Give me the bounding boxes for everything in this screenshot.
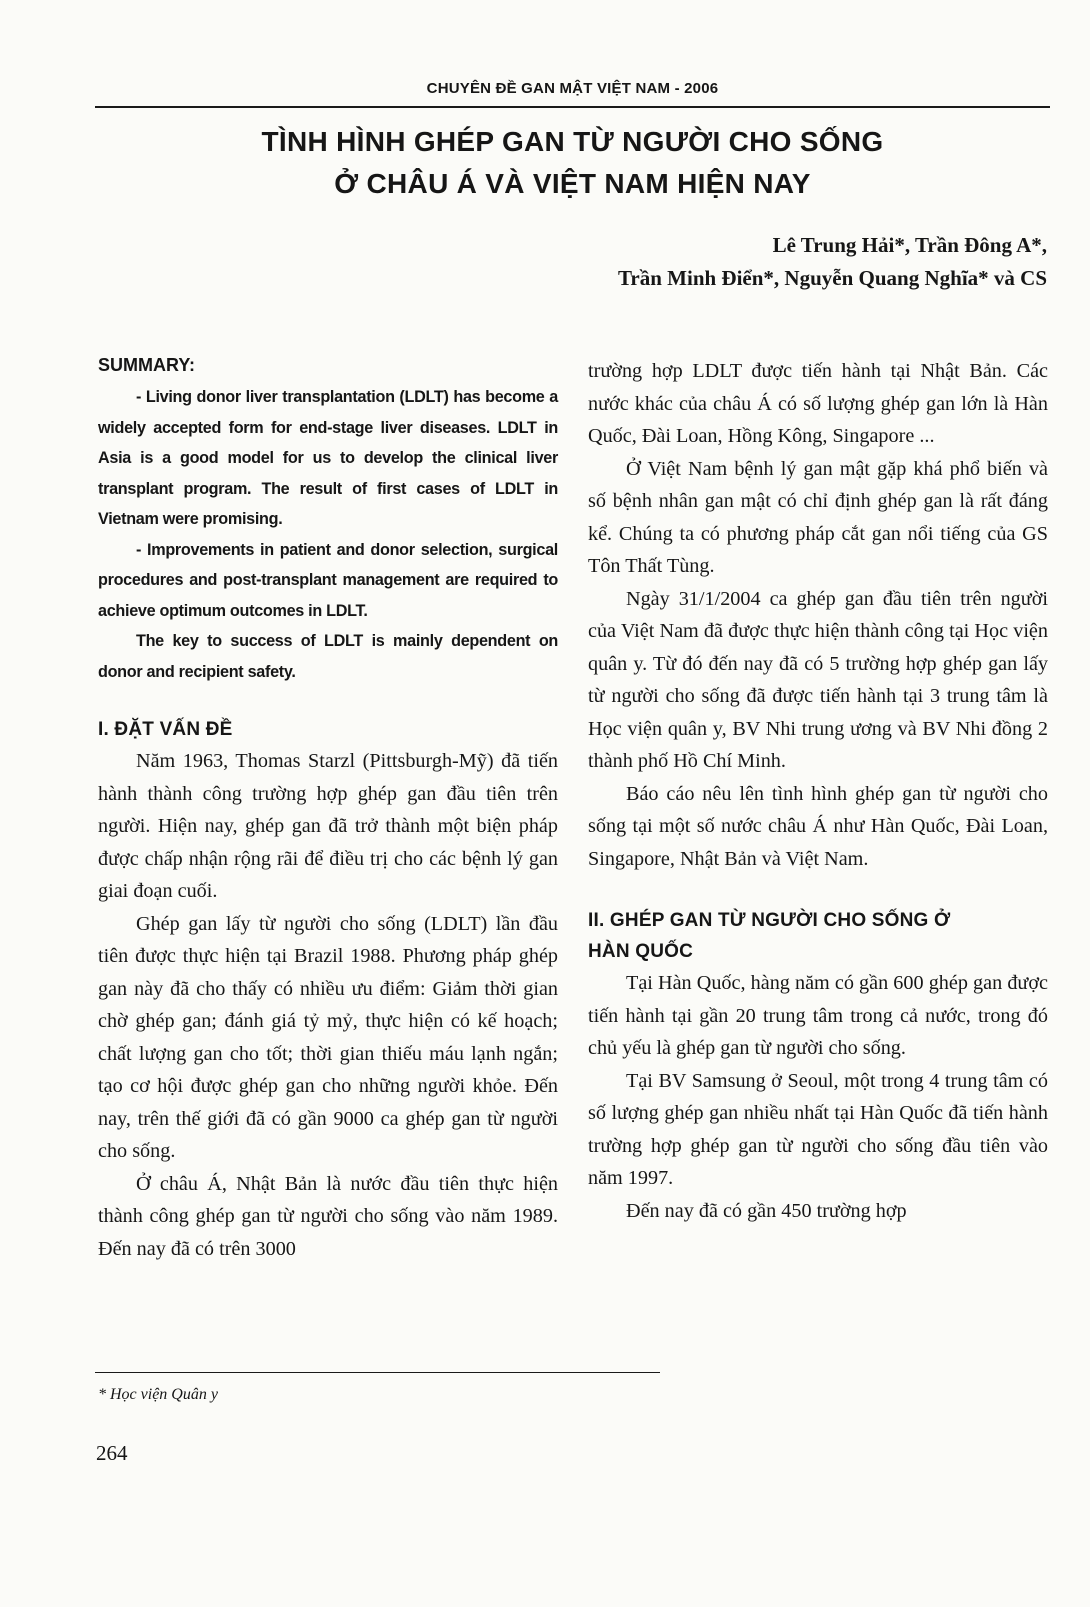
summary-paragraph-3: The key to success of LDLT is mainly dependent on donor and recipient safety. xyxy=(98,632,558,681)
right-paragraph-2: Ở Việt Nam bệnh lý gan mật gặp khá phổ biến và số bệnh nhân gan mật có chỉ định ghép gan là rất đáng kể. Chúng ta có phương pháp cắt gan nổi tiếng của GS Tôn Thất Tùng. xyxy=(588,457,1048,577)
running-header: CHUYÊN ĐỀ GAN MẬT VIỆT NAM - 2006 xyxy=(426,80,719,97)
section-1-paragraph-3: Ở châu Á, Nhật Bản là nước đầu tiên thực hiện thành công ghép gan từ người cho sống vào năm 1989. Đến nay đã có trên 3000 xyxy=(98,1172,558,1260)
section-1-paragraph-2: Ghép gan lấy từ người cho sống (LDLT) lần đầu tiên được thực hiện tại Brazil 1988. Phương pháp ghép gan này đã cho thấy có nhiều ưu điểm: Giảm thời gian chờ ghép gan; đánh giá tỷ mỷ, thực hiện có kế hoạch; chất lượng gan cho tốt; thời gian thiếu máu lạnh ngắn; tạo cơ hội được ghép gan cho những người khỏe. Đến nay, trên thế giới đã có gần 9000 ca ghép gan từ người cho sống. xyxy=(98,912,558,1162)
right-paragraph-1: trường hợp LDLT được tiến hành tại Nhật Bản. Các nước khác của châu Á có số lượng ghép gan lớn là Hàn Quốc, Đài Loan, Hồng Kông, Singapore ... xyxy=(588,360,1048,447)
page-number: 264 xyxy=(96,1441,128,1465)
section-2-paragraph-2: Tại BV Samsung ở Seoul, một trong 4 trung tâm có số lượng ghép gan nhiều nhất tại Hàn Quốc đã tiến hành trường hợp ghép gan từ người cho sống đầu tiên vào năm 1997. xyxy=(588,1069,1048,1189)
header-rule xyxy=(95,106,1050,108)
summary-paragraph-1: - Living donor liver transplantation (LDLT) has become a widely accepted form for end-stage liver diseases. LDLT in Asia is a good model for us to develop the clinical liver transplant program. The result of first cases of LDLT in Vietnam were promising. xyxy=(98,388,558,528)
footnote: * Học viện Quân y xyxy=(98,1386,218,1403)
section-2-paragraph-3: Đến nay đã có gần 450 trường hợp xyxy=(626,1199,907,1222)
footnote-rule xyxy=(95,1372,660,1373)
right-paragraph-3: Ngày 31/1/2004 ca ghép gan đầu tiên trên người của Việt Nam đã được thực hiện thành công tại Học viện quân y. Từ đó đến nay đã có 5 trường hợp ghép gan lấy từ người cho sống đã được tiến hành tại 3 trung tâm là Học viện quân y, BV Nhi trung ương và BV Nhi đồng 2 thành phố Hồ Chí Minh. xyxy=(588,587,1048,772)
article-title-line-2: Ở CHÂU Á VÀ VIỆT NAM HIỆN NAY xyxy=(334,168,811,199)
authors-line-1: Lê Trung Hải*, Trần Đông A*, xyxy=(772,233,1047,257)
section-2-heading-line-2: HÀN QUỐC xyxy=(588,941,694,962)
section-2-heading-line-1: II. GHÉP GAN TỪ NGƯỜI CHO SỐNG Ở xyxy=(588,910,951,931)
section-2-paragraph-1: Tại Hàn Quốc, hàng năm có gần 600 ghép gan được tiến hành tại gần 20 trung tâm trong cả nước, trong đó chủ yếu là ghép gan từ người cho sống. xyxy=(588,972,1048,1059)
right-paragraph-4: Báo cáo nêu lên tình hình ghép gan từ người cho sống tại một số nước châu Á như Hàn Quốc, Đài Loan, Singapore, Nhật Bản và Việt Nam. xyxy=(588,782,1048,870)
summary-paragraph-2: - Improvements in patient and donor selection, surgical procedures and post-transplant management are required to achieve optimum outcomes in LDLT. xyxy=(98,540,558,620)
summary-heading: SUMMARY: xyxy=(98,355,195,375)
right-column xyxy=(588,355,1048,1227)
authors-line-2: Trần Minh Điển*, Nguyễn Quang Nghĩa* và CS xyxy=(617,266,1047,290)
article-title-line-1: TÌNH HÌNH GHÉP GAN TỪ NGƯỜI CHO SỐNG xyxy=(261,126,884,157)
section-1-paragraph-1: Năm 1963, Thomas Starzl (Pittsburgh-Mỹ) đã tiến hành thành công trường hợp ghép gan đầu tiên trên người. Hiện nay, ghép gan đã trở thành một biện pháp được chấp nhận rộng rãi để điều trị cho các bệnh lý gan giai đoạn cuối. xyxy=(98,750,558,902)
section-1-heading: I. ĐẶT VẤN ĐỀ xyxy=(98,719,233,740)
left-column xyxy=(98,355,558,1265)
